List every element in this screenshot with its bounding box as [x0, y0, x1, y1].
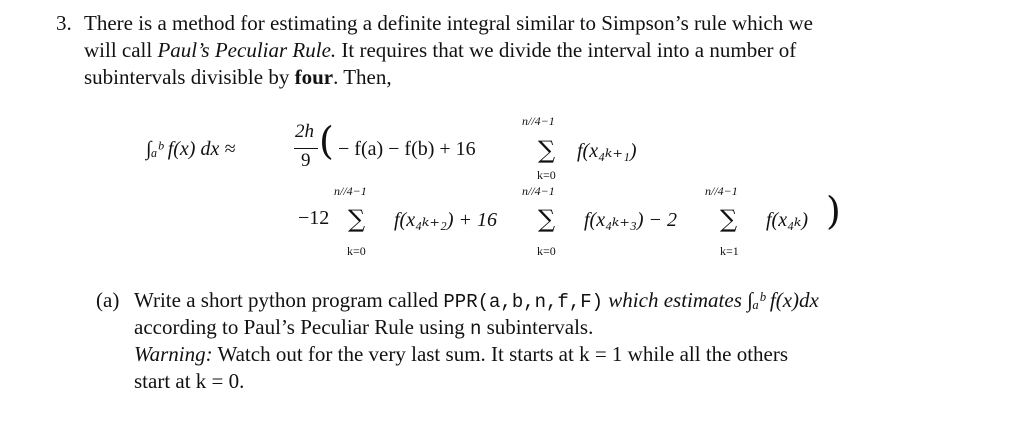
sum4-lower: k=1 [720, 244, 739, 258]
intro-text: subintervals divisible by [84, 65, 295, 89]
sum2-sigma-icon: ∑ [348, 205, 366, 233]
part-a-text: according to Paul’s Peculiar Rule using [134, 315, 470, 339]
part-a-line-3 [134, 341, 788, 367]
part-a-line-1 [134, 287, 819, 315]
part-a-label: (a) [96, 288, 120, 312]
fraction-numerator: 2h [295, 121, 314, 142]
fraction-bar [294, 148, 318, 149]
problem-number: 3. [56, 11, 72, 35]
warning-text: Watch out for the very last sum. It starts at k = 1 while all the others [212, 342, 789, 366]
row1-terms: − f(a) − f(b) + 16 [338, 138, 476, 160]
sum3-term: f(x₄ₖ₊₃) − 2 [584, 209, 678, 231]
intro-line-2 [84, 37, 796, 63]
sum1-term: f(x₄ₖ₊₁) [577, 140, 637, 162]
sum3-upper: n//4−1 [522, 184, 555, 198]
right-paren: ) [826, 189, 841, 233]
part-a-line-4: start at k = 0. [134, 369, 245, 393]
rule-name: Paul’s Peculiar Rule. [157, 38, 337, 62]
part-a-text: Write a short python program called [134, 288, 444, 312]
sum1-lower: k=0 [537, 168, 556, 182]
sum4-sigma-icon: ∑ [720, 205, 738, 233]
code-ppr: PPR(a,b,n,f,F) [443, 291, 604, 313]
sum4-upper: n//4−1 [705, 184, 738, 198]
sum4-term: f(x₄ₖ) [766, 209, 809, 231]
intro-line-3 [84, 64, 392, 90]
code-n: n [469, 318, 482, 340]
intro-line-1: There is a method for estimating a definite integral similar to Simpson’s rule which we [84, 11, 813, 35]
emphasis-four: four [294, 65, 334, 89]
sum3-lower: k=0 [537, 244, 556, 258]
sum2-term: f(x₄ₖ₊₂) + 16 [394, 209, 498, 231]
row2-coef: −12 [298, 207, 330, 229]
sum1-sigma-icon: ∑ [538, 136, 556, 164]
fraction-denominator: 9 [301, 150, 311, 171]
formula-lhs: ∫ₐᵇ f(x) dx ≈ [146, 138, 236, 160]
part-a-text: subintervals. [481, 315, 594, 339]
part-a-integral: which estimates ∫ₐᵇ f(x)dx [603, 288, 819, 312]
part-a-line-2 [134, 314, 593, 342]
sum2-upper: n//4−1 [334, 184, 367, 198]
left-paren: ( [319, 119, 334, 163]
sum2-lower: k=0 [347, 244, 366, 258]
sum1-upper: n//4−1 [522, 114, 555, 128]
intro-text: . Then, [333, 65, 392, 89]
sum3-sigma-icon: ∑ [538, 205, 556, 233]
warning-label: Warning: [134, 342, 213, 366]
intro-text: will call [84, 38, 158, 62]
intro-text: It requires that we divide the interval into a number of [336, 38, 797, 62]
